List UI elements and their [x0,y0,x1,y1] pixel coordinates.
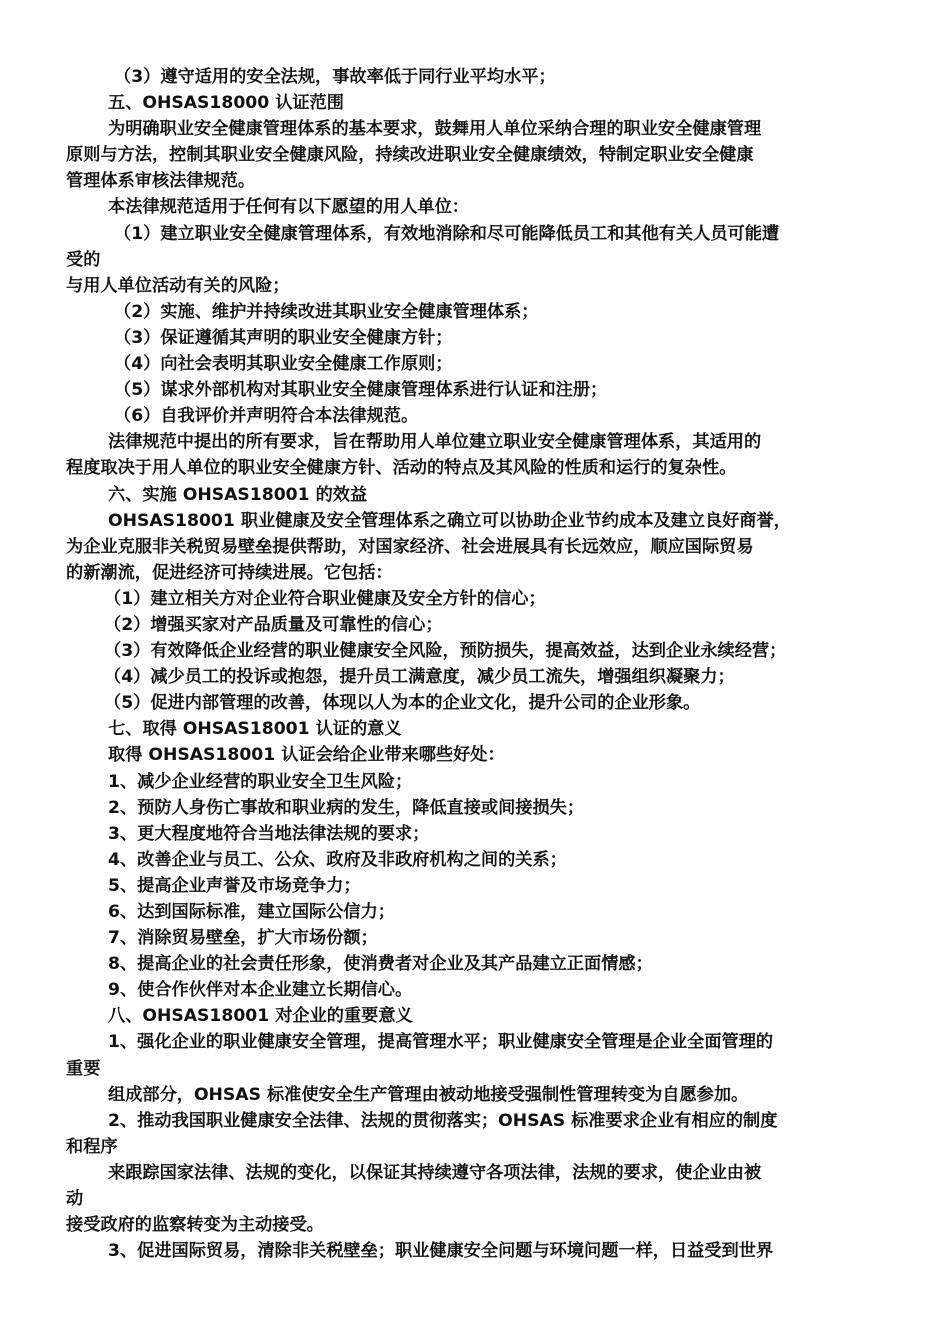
text-line: 2、预防人身伤亡事故和职业病的发生，降低直接或间接损失； [108,797,585,818]
text-line: 9、使合作伙伴对本企业建立长期信心。 [108,980,413,1001]
text-line: 7、消除贸易壁垒，扩大市场份额； [108,928,378,949]
text-line: 六、实施 OHSAS18001 的效益 [108,484,368,505]
text-line: 1、减少企业经营的职业安全卫生风险； [108,771,413,792]
text-line: 管理体系审核法律规范。 [66,171,256,192]
text-line: 受的 [66,249,101,270]
text-line: 接受政府的监察转变为主动接受。 [66,1215,324,1236]
text-line: 为企业克服非关税贸易壁垒提供帮助，对国家经济、社会进展具有长远效应，顺应国际贸易 [66,536,754,557]
text-line: 1、强化企业的职业健康安全管理，提高管理水平；职业健康安全管理是企业全面管理的 [108,1032,774,1053]
text-line: 3、促进国际贸易，清除非关税壁垒；职业健康安全问题与环境问题一样，日益受到世界 [108,1241,774,1262]
text-line: （1）建立相关方对企业符合职业健康及安全方针的信心； [104,588,546,609]
text-line: 6、达到国际标准，建立国际公信力； [108,902,395,922]
text-line: （3）保证遵循其声明的职业安全健康方针； [114,327,453,348]
text-line: （4）减少员工的投诉或抱怨，提升员工满意度，减少员工流失，增强组织凝聚力； [104,667,735,688]
text-line: 程度取决于用人单位的职业安全健康方针、活动的特点及其风险的性质和运行的复杂性。 [66,458,737,479]
text-line: （3）遵守适用的安全法规，事故率低于同行业平均水平； [114,67,556,87]
text-line: OHSAS18001 职业健康及安全管理体系之确立可以协助企业节约成本及建立良好商誉， [108,510,791,531]
text-line: 3、更大程度地符合当地法律法规的要求； [108,823,430,844]
text-line: 为明确职业安全健康管理体系的基本要求，鼓舞用人单位采纳合理的职业安全健康管理 [108,119,762,140]
text-line: 八、OHSAS18001 对企业的重要意义 [108,1006,413,1027]
text-line: 组成部分，OHSAS 标准使安全生产管理由被动地接受强制性管理转变为自愿参加。 [108,1084,749,1105]
text-line: （1）建立职业安全健康管理体系，有效地消除和尽可能降低员工和其他有关人员可能遭 [114,223,780,244]
text-line: 5、提高企业声誉及市场竞争力； [108,875,361,896]
text-line: 重要 [66,1058,101,1079]
text-line: （4）向社会表明其职业安全健康工作原则； [114,354,453,375]
text-line: 动 [66,1189,84,1210]
text-line: 4、改善企业与员工、公众、政府及非政府机构之间的关系； [108,849,567,870]
text-line: 2、推动我国职业健康安全法律、法规的贯彻落实；OHSAS 标准要求企业有相应的制度 [108,1110,778,1131]
text-line: 与用人单位活动有关的风险； [66,275,290,296]
text-line: 来跟踪国家法律、法规的变化，以保证其持续遵守各项法律，法规的要求，使企业由被 [108,1162,762,1183]
text-line: （3）有效降低企业经营的职业健康安全风险，预防损失，提高效益，达到企业永续经营； [104,641,787,662]
text-line: （6）自我评价并声明符合本法律规范。 [114,406,419,427]
text-line: 七、取得 OHSAS18001 认证的意义 [108,719,402,740]
text-line: 取得 OHSAS18001 认证会给企业带来哪些好处： [108,745,505,766]
text-line: （5）谋求外部机构对其职业安全健康管理体系进行认证和注册； [114,380,608,401]
text-line: 法律规范中提出的所有要求，旨在帮助用人单位建立职业安全健康管理体系，其适用的 [108,432,762,453]
text-line: 的新潮流，促进经济可持续进展。它包括： [66,562,393,583]
text-line: 五、OHSAS18000 认证范围 [108,93,344,114]
text-line: 8、提高企业的社会责任形象，使消费者对企业及其产品建立正面情感； [108,954,653,975]
text-line: 本法律规范适用于任何有以下愿望的用人单位： [108,197,469,218]
text-line: （2）增强买家对产品质量及可靠性的信心； [104,614,443,635]
text-line: 原则与方法，控制其职业安全健康风险，持续改进职业安全健康绩效，特制定职业安全健康 [66,145,754,166]
text-line: 和程序 [66,1136,118,1157]
text-line: （5）促进内部管理的改善，体现以人为本的企业文化，提升公司的企业形象。 [104,693,701,714]
document-page [66,64,896,1264]
text-line: （2）实施、维护并持续改进其职业安全健康管理体系； [114,301,539,322]
